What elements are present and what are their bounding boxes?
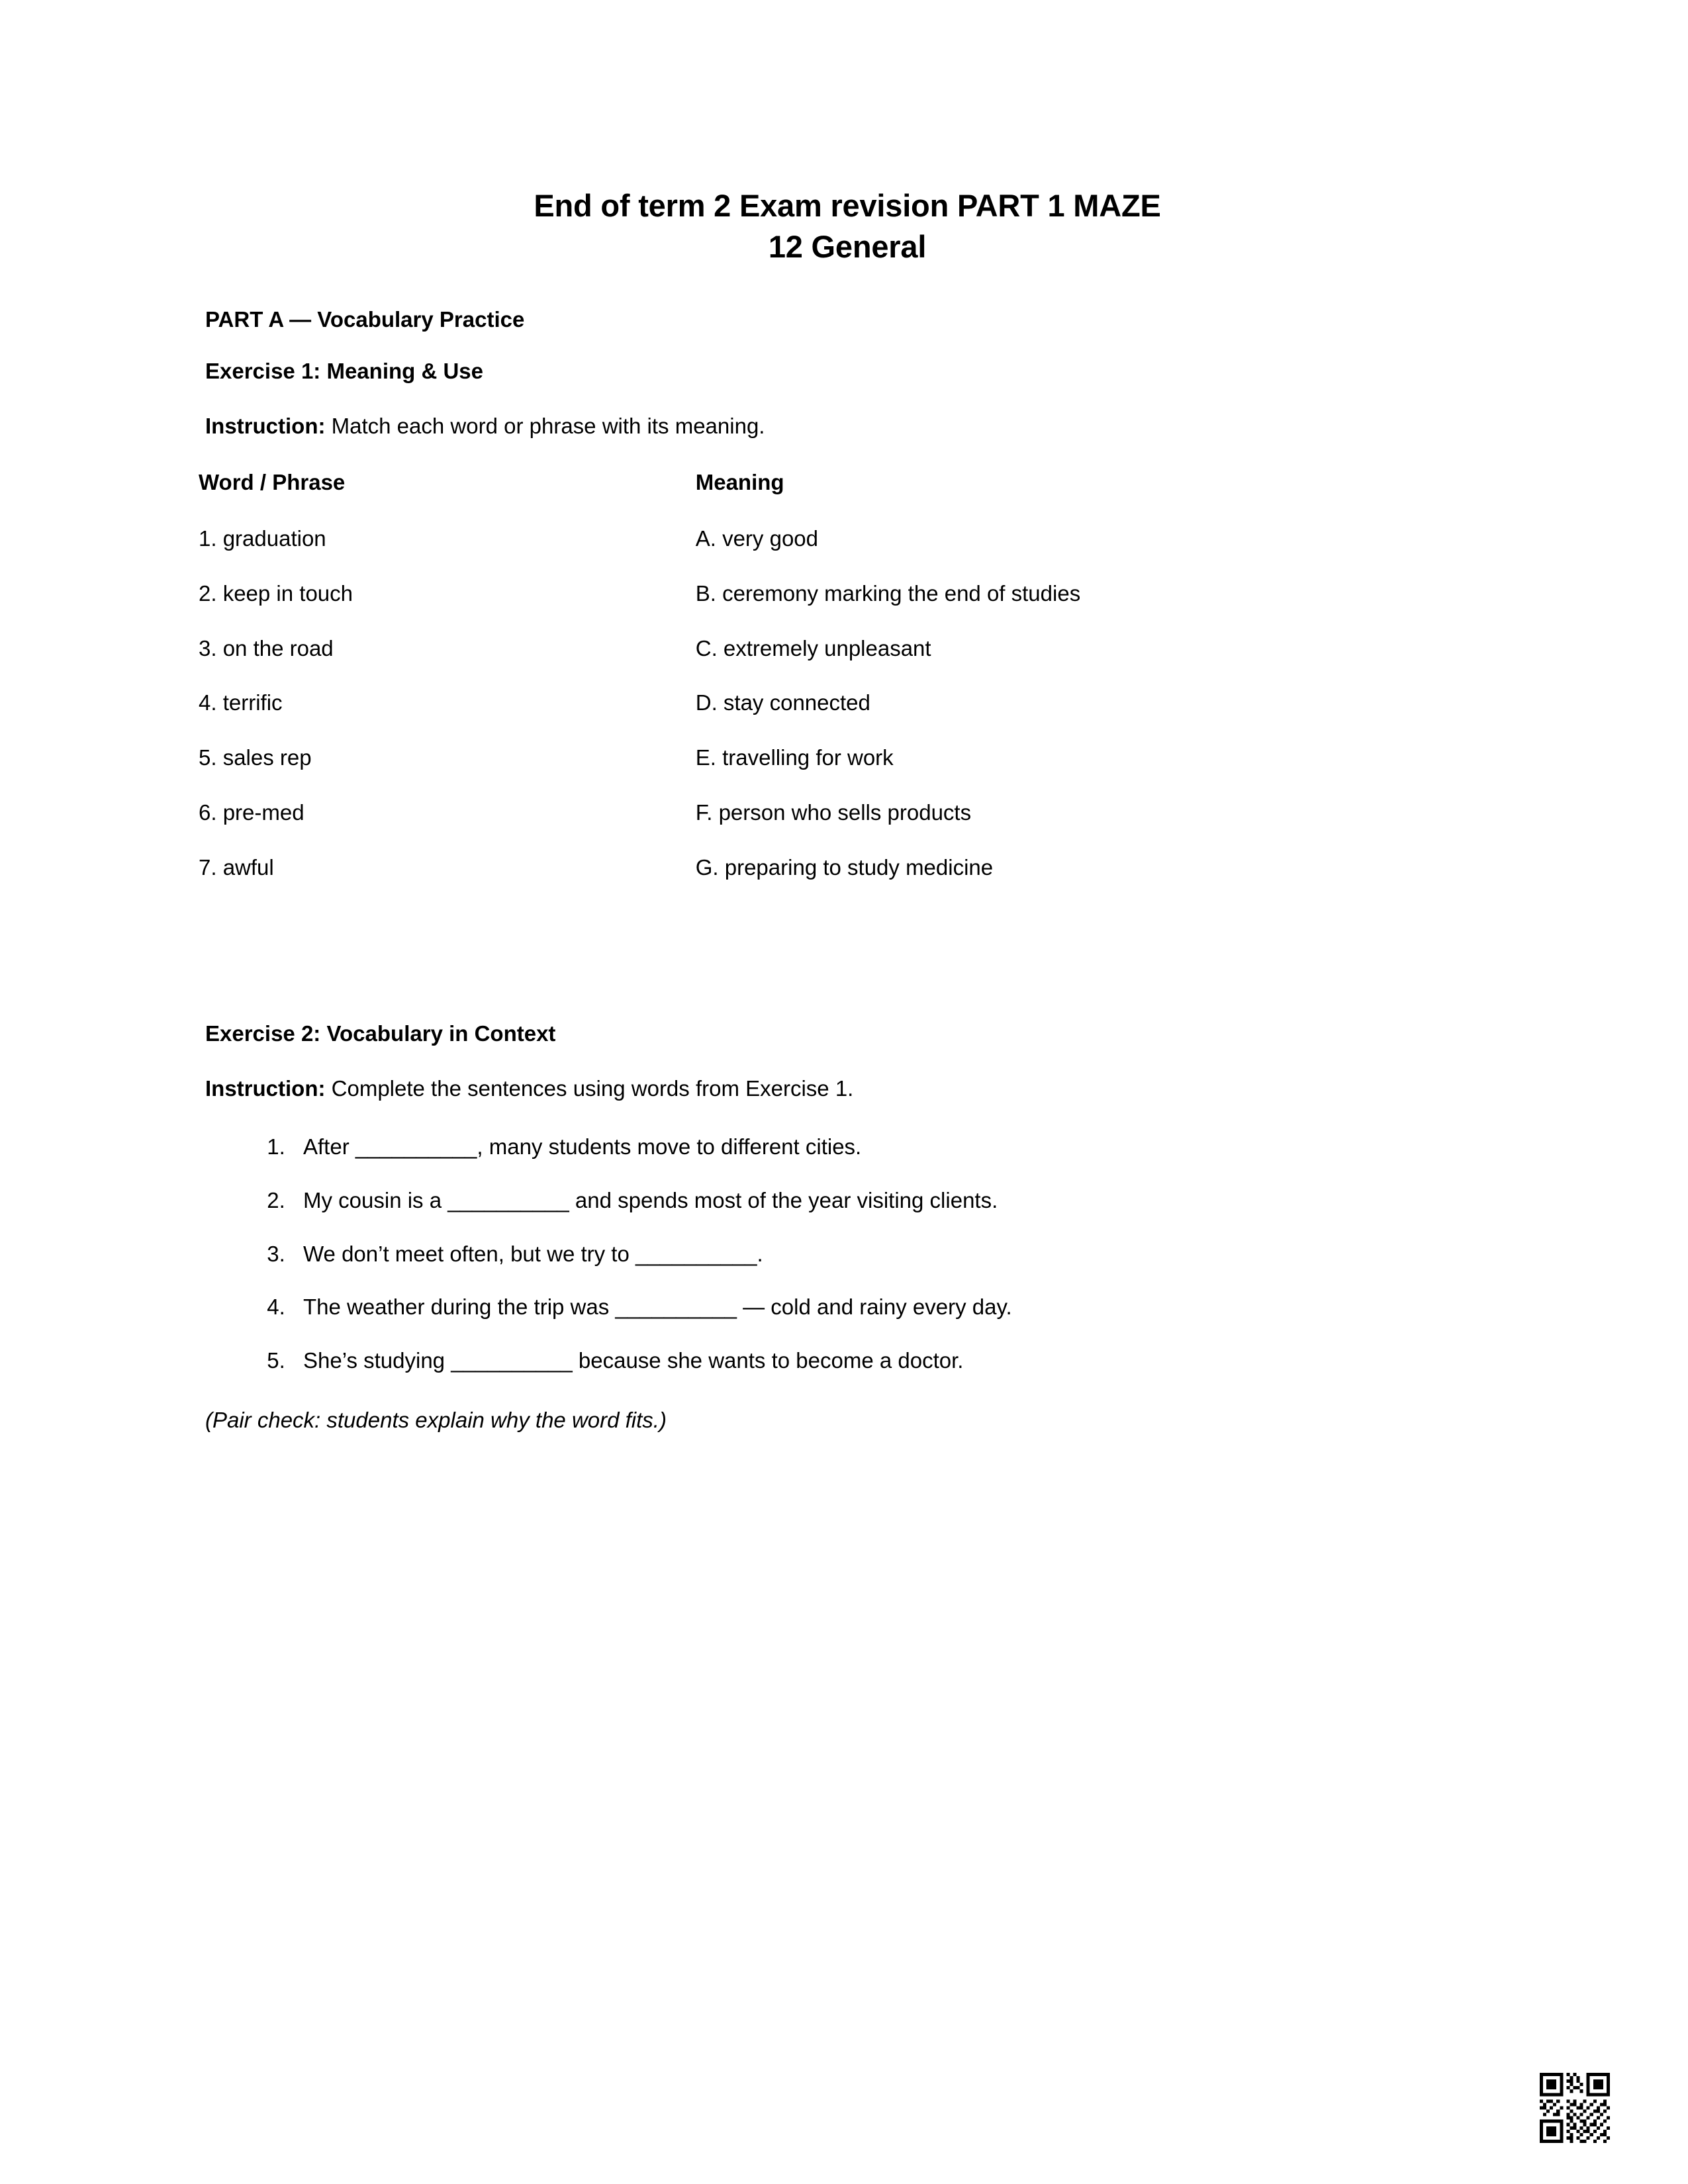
exercise-2-instruction-text: Complete the sentences using words from Exercise 1. — [325, 1076, 854, 1101]
qr-code-icon — [1540, 2073, 1610, 2143]
list-item: 5. She’s studying __________ because she wants to become a doctor. — [291, 1345, 1496, 1377]
column-header-word: Word / Phrase — [199, 469, 346, 494]
table-row — [199, 525, 1496, 580]
meaning-cell: D. stay connected — [695, 690, 870, 715]
meaning-cell: B. ceremony marking the end of studies — [695, 580, 1081, 606]
table-row — [199, 635, 1496, 690]
part-a-heading: PART A — Vocabulary Practice — [205, 307, 525, 332]
table-row — [199, 799, 1496, 854]
page-title — [199, 185, 1496, 267]
table-header-row — [199, 469, 1496, 525]
exercise-1-instruction — [199, 410, 1496, 442]
document-body — [199, 185, 1496, 1433]
list-item: 4. The weather during the trip was __________ — cold and rainy every day. — [291, 1291, 1496, 1323]
column-header-meaning: Meaning — [695, 469, 784, 494]
matching-table — [199, 469, 1496, 909]
exercise-1-instruction-label: Instruction: — [205, 414, 326, 439]
word-cell: 3. on the road — [199, 635, 334, 660]
word-cell: 4. terrific — [199, 690, 283, 715]
page-title-line1: End of term 2 Exam revision PART 1 MAZE — [534, 188, 1161, 223]
list-item: 1. After __________, many students move to different cities. — [291, 1131, 1496, 1163]
list-item: 3. We don’t meet often, but we try to __________. — [291, 1238, 1496, 1270]
list-item: 2. My cousin is a __________ and spends most of the year visiting clients. — [291, 1185, 1496, 1216]
exercise-1-instruction-text: Match each word or phrase with its meaning. — [325, 414, 765, 439]
exercise-2-instruction-label: Instruction: — [205, 1076, 326, 1101]
word-cell: 7. awful — [199, 855, 274, 880]
word-cell: 6. pre-med — [199, 800, 305, 825]
exercise-2-list — [199, 1131, 1496, 1377]
meaning-cell: A. very good — [695, 525, 819, 551]
table-row — [199, 854, 1496, 909]
meaning-cell: G. preparing to study medicine — [695, 855, 994, 880]
meaning-cell: F. person who sells products — [695, 800, 972, 825]
word-cell: 1. graduation — [199, 525, 326, 551]
table-row — [199, 580, 1496, 635]
word-cell: 2. keep in touch — [199, 580, 353, 606]
page-title-line2: 12 General — [768, 229, 927, 265]
word-cell: 5. sales rep — [199, 745, 312, 770]
exercise-2-instruction — [199, 1073, 1496, 1105]
table-row — [199, 689, 1496, 744]
exercise-2-heading: Exercise 2: Vocabulary in Context — [205, 1021, 556, 1046]
exercise-1-heading: Exercise 1: Meaning & Use — [205, 359, 484, 384]
meaning-cell: E. travelling for work — [695, 745, 894, 770]
meaning-cell: C. extremely unpleasant — [695, 635, 931, 660]
table-row — [199, 744, 1496, 799]
pair-check-note: (Pair check: students explain why the word fits.) — [205, 1408, 667, 1433]
